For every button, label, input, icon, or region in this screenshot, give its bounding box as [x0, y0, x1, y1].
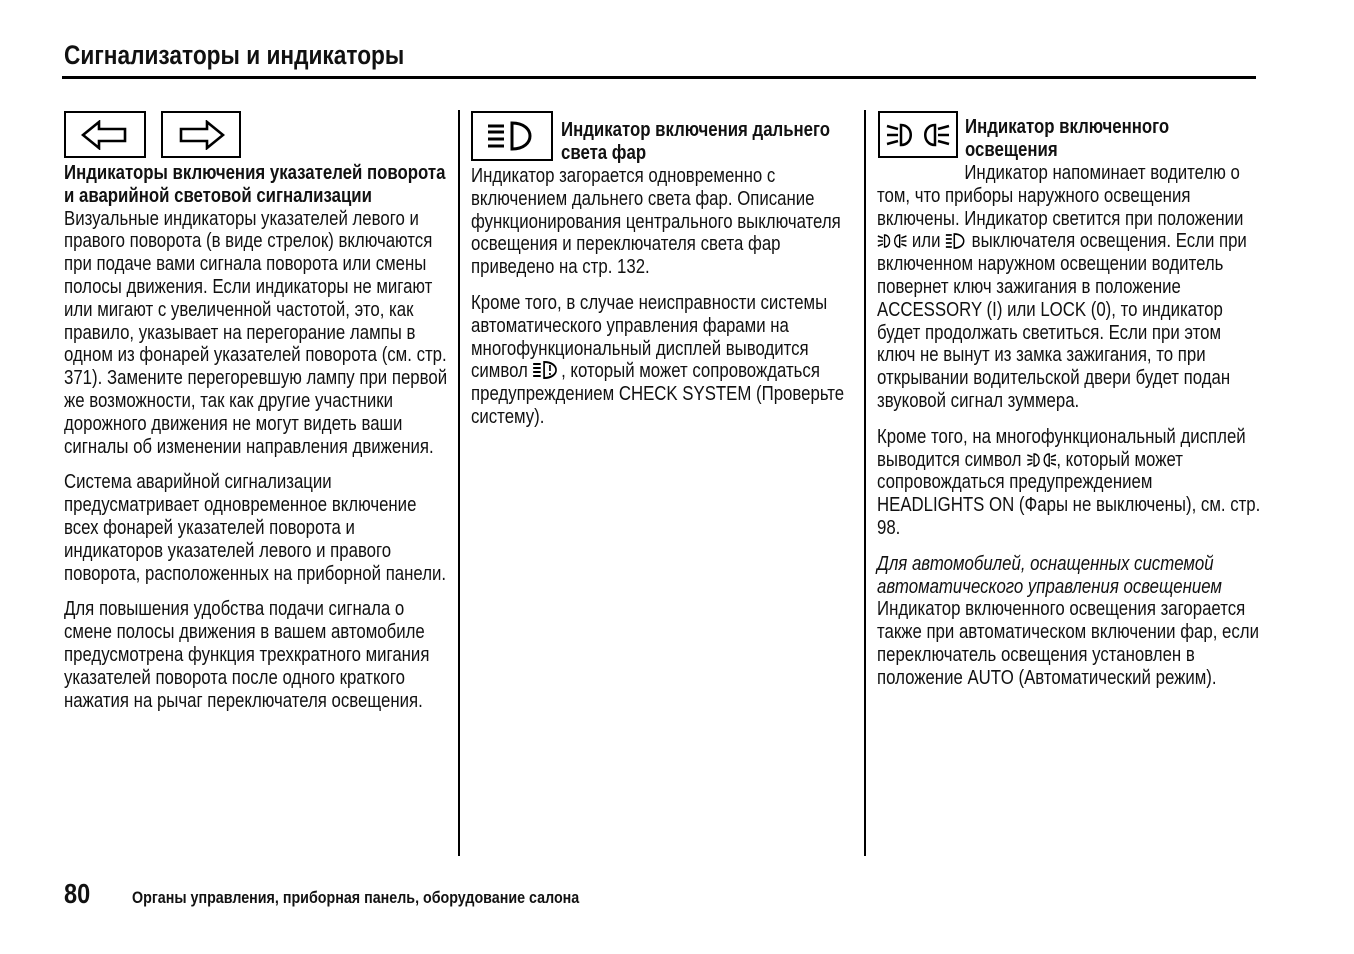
- right-arrow-outline-icon: [177, 120, 225, 150]
- lights-on-indicator-icon: [885, 120, 951, 150]
- title-rule: [62, 76, 1256, 79]
- paragraph: [877, 162, 1262, 413]
- turn-left-indicator: [64, 111, 146, 158]
- paragraph-text: , который может сопровождаться предупреждением HEADLIGHTS ON (Фары не выключены), см. стр. 98.: [877, 448, 1261, 539]
- paragraph: Индикатор загорается одновременно с включением дальнего света фар. Описание функционирования центрального выключателя освещения и переключателя света фар приведено на стр. 132.: [471, 165, 841, 279]
- left-arrow-outline-icon: [81, 120, 129, 150]
- lights-on-heading-block: [965, 116, 1205, 162]
- footer-section-title: Органы управления, приборная панель, оборудование салона: [132, 888, 580, 907]
- section-heading: Индикатор включенного освещения: [965, 116, 1170, 161]
- high-beam-warning-icon: [533, 360, 562, 380]
- lights-on-inline-icon: [1026, 451, 1056, 469]
- column-divider: [458, 110, 460, 856]
- lights-on-inline-icon: [877, 232, 907, 250]
- paragraph-text: или: [911, 230, 941, 253]
- paragraph-text: Индикатор напоминает водителю о том, что приборы наружного освещения включены. Индикатор светится при положении: [877, 162, 1244, 230]
- paragraph: Индикатор включенного освещения загорается также при автоматическом включении фар, если переключатель освещения установлен в положение AUTO (Автоматический режим).: [877, 598, 1259, 689]
- column-high-beam: [471, 165, 856, 442]
- paragraph: Для повышения удобства подачи сигнала о смене полосы движения в вашем автомобиле предусмотрена функция трехкратного мигания указателей поворота после одного краткого нажатия на рычаг переключателя освещения.: [64, 598, 430, 712]
- high-beam-heading-block: [561, 119, 851, 165]
- column-divider: [864, 110, 866, 856]
- section-heading: Индикаторы включения указателей поворота и аварийной световой сигнализации: [64, 162, 446, 207]
- paragraph: Система аварийной сигнализации предусматривает одновременное включение всех фонарей указателей поворота и индикаторов указателей левого и правого поворота, расположенных на приборной панели.: [64, 471, 447, 585]
- page-number: 80: [64, 878, 91, 909]
- lights-on-indicator: [878, 111, 958, 158]
- italic-note: Для автомобилей, оснащенных системой автоматического управления освещением: [877, 552, 1222, 598]
- paragraph: Визуальные индикаторы указателей левого и правого поворота (в виде стрелок) включаются при подаче вами сигнала поворота или смены полосы движения. Если индикаторы не мигают или мигают с увеличенной частотой, это, как правило, указывает на перегорание лампы в одном из фонарей указателей поворота (см. стр. 371). Замените перегоревшую лампу при первой же возможности, так как другие участники дорожного движения не могут видеть ваши сигналы об изменении направления движения.: [64, 207, 448, 458]
- paragraph: [877, 426, 1262, 540]
- paragraph-text: выключателя освещения. Если при включенном наружном освещении водитель повернет ключ зажигания в положение ACCESSORY (I) или LOCK (0), то индикатор будет продолжать светиться. Если при этом ключ не вынут из замка зажигания, то при открывании водительской двери будет подан звуковой сигнал зуммера.: [877, 230, 1247, 412]
- paragraph-text: Кроме того, на многофункциональный дисплей выводится символ: [877, 425, 1246, 471]
- high-beam-inline-icon: [945, 232, 967, 250]
- page-title: Сигнализаторы и индикаторы: [64, 40, 405, 70]
- paragraph-text: Кроме того, в случае неисправности системы автоматического управления фарами на многофункциональный дисплей выводится символ: [471, 291, 828, 383]
- section-heading: Индикатор включения дальнего света фар: [561, 119, 831, 164]
- paragraph-text: , который может сопровождаться предупреждением CHECK SYSTEM (Проверьте систему).: [471, 360, 845, 428]
- paragraph: [471, 292, 856, 429]
- turn-right-indicator: [161, 111, 241, 158]
- column-turn-signals: [64, 162, 449, 725]
- high-beam-headlight-icon: [484, 120, 540, 152]
- column-lights-on: [877, 162, 1262, 703]
- high-beam-indicator: [471, 111, 553, 161]
